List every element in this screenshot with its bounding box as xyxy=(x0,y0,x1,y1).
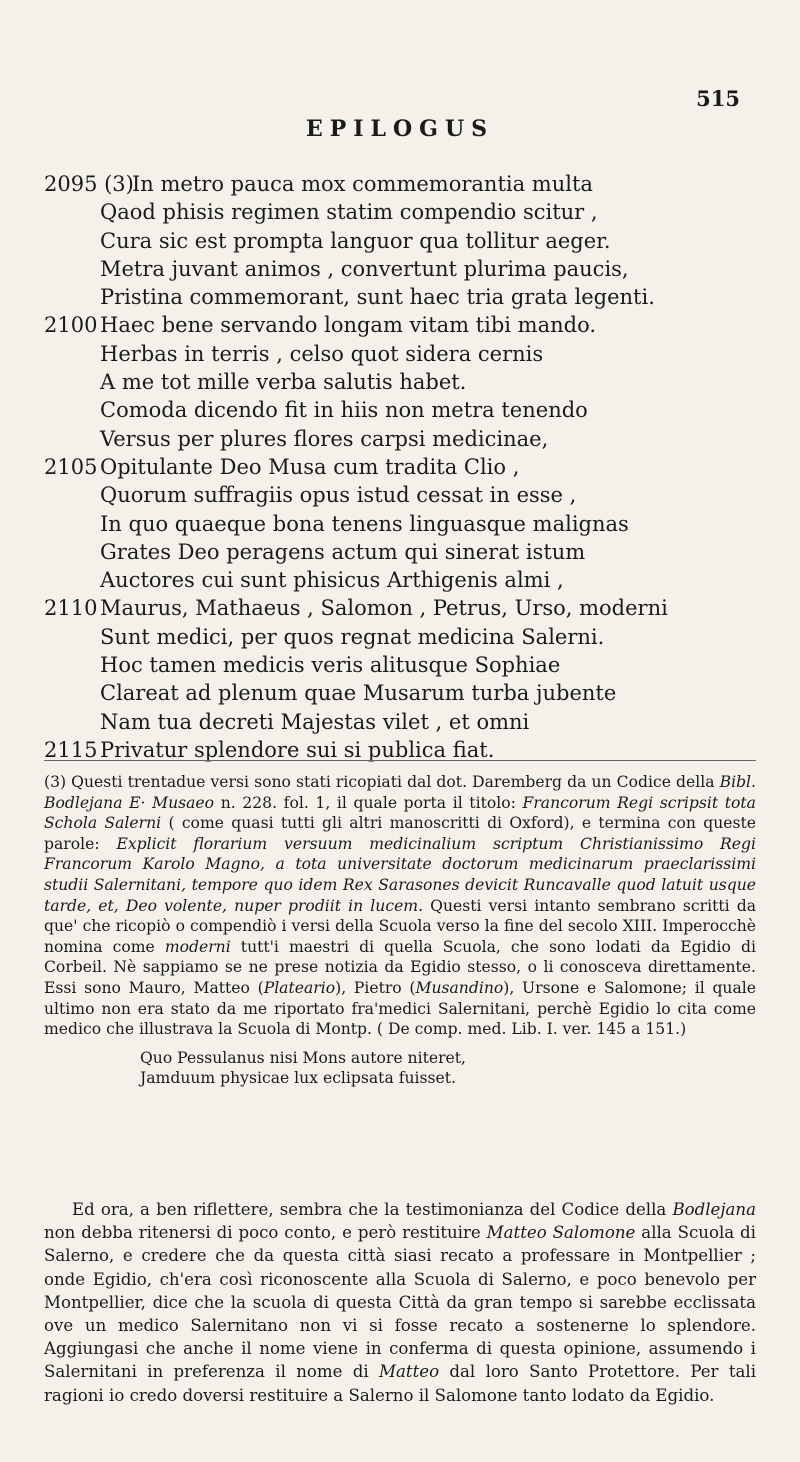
verse-line xyxy=(44,340,764,368)
verse-text: Comoda dicendo fit in hiis non metra tenendo xyxy=(100,398,588,423)
verse-line xyxy=(44,566,764,594)
verse-text: Qaod phisis regimen statim compendio scitur , xyxy=(100,200,598,225)
verse-line xyxy=(44,510,764,538)
verse-line xyxy=(44,227,764,255)
paragraph-italic: Matteo Salomone xyxy=(486,1223,636,1243)
verse-line xyxy=(44,396,764,424)
page-title: EPILOGUS xyxy=(305,116,495,142)
verse-text: Nam tua decreti Majestas vilet , et omni xyxy=(100,709,530,734)
footnote-italic: Francorum Regi scripsit tota Schola Salerni xyxy=(44,793,756,833)
verse-text: Opitulante Deo Musa cum tradita Clio , xyxy=(100,454,520,479)
footnote-italic: Plateario xyxy=(263,978,336,997)
verse-number: 2105 xyxy=(44,454,98,479)
paragraph-text: dal loro Santo Protettore. Per tali ragioni io credo doversi restituire a Salerno il Salomone tanto lodato da Egidio. xyxy=(44,1362,756,1405)
paragraph-italic: Matteo xyxy=(379,1362,440,1382)
verse-line xyxy=(44,170,764,198)
verse-text: Quorum suffragiis opus istud cessat in esse , xyxy=(100,483,577,508)
verse-line xyxy=(44,255,764,283)
verse-text: In quo quaeque bona tenens linguasque malignas xyxy=(100,511,629,536)
verse-text: Pristina commemorant, sunt haec tria grata legenti. xyxy=(100,285,655,310)
footnote-italic: Musandino xyxy=(415,978,504,997)
footnote-italic: Explicit florarium versuum medicinalium scriptum Christianissimo Regi Francorum Karolo Magno, a tota universitate doctorum medicinarum praeclarissimi studii Salernitani, tempore quo idem Rex Sarasones devicit Runcavalle quod latuit usque tarde, et, Deo volente, nuper prodiit in lucem. xyxy=(44,834,756,915)
verse-number: 2115 xyxy=(44,737,98,762)
verse-line xyxy=(44,538,764,566)
footnote-italic: Bibl. Bodlejana E· Musaeo xyxy=(44,773,756,812)
footnote-text: ), Pietro ( xyxy=(335,978,416,997)
paragraph-italic: Bodlejana xyxy=(672,1200,756,1219)
verse-line xyxy=(44,481,764,509)
footnote-text: ( come quasi tutti gli altri manoscritti di Oxford), e termina con queste parole: xyxy=(44,814,756,853)
verse-text: Privatur splendore sui si publica fiat. xyxy=(100,737,495,762)
verse-block xyxy=(44,170,764,764)
verse-line xyxy=(44,708,764,736)
verse-text: In metro pauca mox commemorantia multa xyxy=(132,172,593,196)
verse-line xyxy=(44,198,764,226)
page-number: 515 xyxy=(696,86,740,111)
verse-text: A me tot mille verba salutis habet. xyxy=(100,370,467,395)
verse-text: Grates Deo peragens actum qui sinerat istum xyxy=(100,539,586,564)
verse-text: Maurus, Mathaeus , Salomon , Petrus, Urso, moderni xyxy=(100,596,668,621)
footnote-text: Questi versi intanto sembrano scritti da que' che ricopiò o compendiò i versi della Scuola verso la fine del secolo XIII. Imperocchè nomina come xyxy=(44,896,756,956)
paragraph-text: Ed ora, a ben riflettere, sembra che la testimonianza del Codice della xyxy=(72,1200,667,1219)
verse-line xyxy=(44,368,764,396)
verse-line xyxy=(44,283,764,311)
verse-text: Herbas in terris , celso quot sidera cernis xyxy=(100,341,544,366)
verse-text: Auctores cui sunt phisicus Arthigenis almi , xyxy=(100,568,564,593)
footnote-text: ), Ursone e Salomone; il quale ultimo non era stato da me riportato fra'medici Salernitani, perchè Egidio lo cita come medico che illustrava la Scuola di Montp. ( De comp. med. Lib. I. ver. 145 a 151.) xyxy=(44,978,756,1039)
verse-line xyxy=(44,679,764,707)
footnote-block xyxy=(44,772,756,1089)
footnote-paragraph xyxy=(44,772,756,1040)
body-paragraph xyxy=(44,1198,756,1407)
verse-line xyxy=(44,594,764,622)
verse-line xyxy=(44,651,764,679)
verse-text: Sunt medici, per quos regnat medicina Salerni. xyxy=(100,624,605,649)
verse-line xyxy=(44,311,764,339)
quote-line: Quo Pessulanus nisi Mons autore niteret, xyxy=(140,1048,466,1067)
verse-text: Hoc tamen medicis veris alitusque Sophiae xyxy=(100,653,561,678)
verse-text: Clareat ad plenum quae Musarum turba jubente xyxy=(100,681,617,706)
verse-number: 2100 xyxy=(44,313,98,338)
verse-number: 2110 xyxy=(44,596,98,621)
verse-text: Cura sic est prompta languor qua tollitur aeger. xyxy=(100,228,611,253)
verse-line xyxy=(44,453,764,481)
footnote-text: tutt'i maestri di quella Scuola, che sono lodati da Egidio di Corbeil. Nè sappiamo se ne prese notizia da Egidio stesso, o li conosceva direttamente. Essi sono Mauro, Matteo ( xyxy=(44,937,756,997)
verse-text: Metra juvant animos , convertunt plurima paucis, xyxy=(100,256,629,281)
footnote-divider xyxy=(44,760,756,761)
paragraph-text: non debba ritenersi di poco conto, e però restituire xyxy=(44,1223,481,1243)
footnote-italic: moderni xyxy=(164,937,231,956)
paragraph-text: alla Scuola di Salerno, e credere che da questa città siasi recato a professare in Montpellier ; onde Egidio, ch'era così riconoscente alla Scuola di Salerno, e poco benevolo per Montpellier, dice che la scuola di questa Città da gran tempo si sarebbe ecclissata ove un medico Salernitano non vi si fosse recato a sostenerne lo splendore. Aggiungasi che anche il nome viene in conferma di questa opinione, assumendo i Salernitani in preferenza il nome di xyxy=(44,1223,756,1382)
quote-line: Jamduum physicae lux eclipsata fuisset. xyxy=(140,1069,456,1088)
verse-line xyxy=(44,623,764,651)
verse-line xyxy=(44,425,764,453)
verse-text: Haec bene servando longam vitam tibi mando. xyxy=(100,313,597,338)
verse-number: 2095 (3) xyxy=(44,172,134,196)
verse-text: Versus per plures flores carpsi medicinae, xyxy=(100,426,549,451)
footnote-text: (3) Questi trentadue versi sono stati ricopiati dal dot. Daremberg da un Codice della xyxy=(44,773,715,791)
footnote-text: n. 228. fol. 1, il quale porta il titolo: xyxy=(220,793,516,812)
